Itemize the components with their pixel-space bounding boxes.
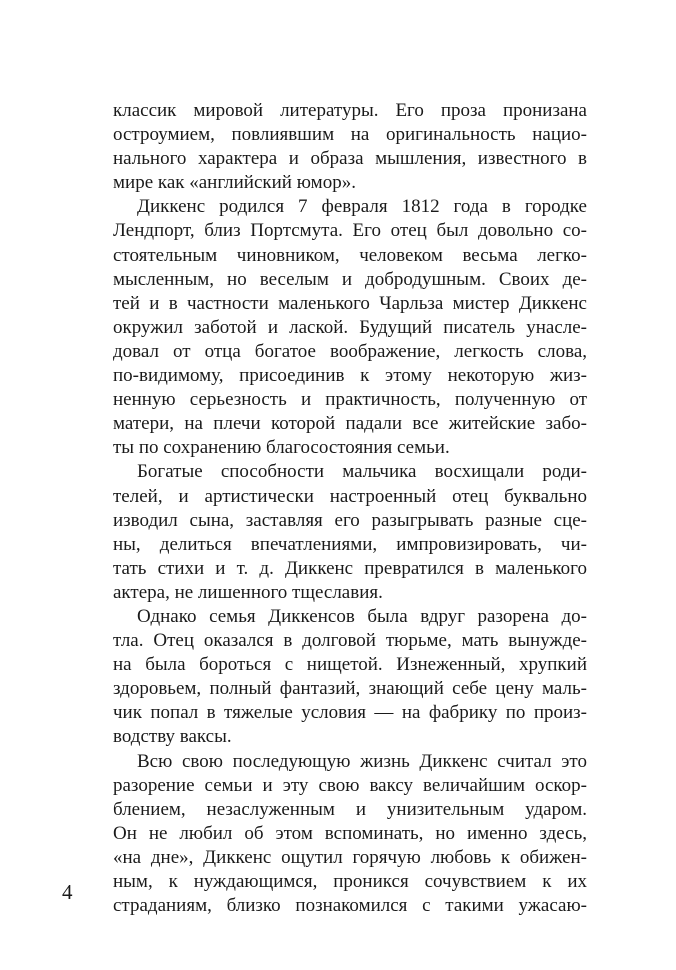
text-line: ны, делиться впечатлениями, импровизировать, чи- [113,533,587,555]
text-line: матери, на плечи которой падали все житейские забо- [113,413,587,435]
text-line: тей и в частности маленького Чарльза мистер Диккенс [113,292,587,314]
text-line: Диккенс родился 7 февраля 1812 года в городке [137,196,587,218]
body-text [113,99,587,918]
text-line: страданиям, близко познакомился с такими ужасаю- [113,895,587,917]
page-number: 4 [62,880,73,904]
text-line: блением, незаслуженным и унизительным ударом. [113,798,587,820]
text-line: тла. Отец оказался в долговой тюрьме, мать вынужде- [113,630,587,652]
text-line: на была бороться с нищетой. Изнеженный, хрупкий [113,654,587,676]
text-line: Однако семья Диккенсов была вдруг разорена до- [137,605,587,627]
text-line: чик попал в тяжелые условия — на фабрику по произ- [113,702,587,724]
text-line: Он не любил об этом вспоминать, но именно здесь, [113,822,587,844]
text-line: тать стихи и т. д. Диккенс превратился в маленького [113,557,587,579]
text-line: Богатые способности мальчика восхищали роди- [137,461,587,483]
text-line: стоятельным чиновником, человеком весьма легко- [113,244,587,266]
text-line: Всю свою последующую жизнь Диккенс считал это [137,750,587,772]
text-line: изводил сына, заставляя его разыгрывать разные сце- [113,509,587,531]
text-line: классик мировой литературы. Его проза пронизана [113,100,587,121]
text-line: разорение семьи и эту свою ваксу величайшим оскор- [113,774,587,796]
text-line: довал от отца богатое воображение, легкость слова, [113,340,587,362]
text-line: ты по сохранению благосостояния семьи. [113,437,450,459]
text-line: ным, к нуждающимся, проникся сочувствием к их [113,871,587,892]
text-line: телей, и артистически настроенный отец буквально [113,485,587,507]
text-line: окружил заботой и лаской. Будущий писатель унасле- [113,316,587,338]
text-line: мысленным, но веселым и добродушным. Своих де- [113,268,587,290]
text-line: «на дне», Диккенс ощутил горячую любовь к обижен- [113,846,587,868]
text-line: Лендпорт, близ Портсмута. Его отец был довольно со- [113,220,587,242]
text-line: ненную серьезность и практичность, полученную от [113,389,587,411]
text-line: по-видимому, присоединив к этому некоторую жиз- [113,365,587,387]
text-line: актера, не лишенного тщеславия. [113,581,383,603]
text-line: здоровьем, полный фантазий, знающий себе цену маль- [113,678,587,700]
text-line: нального характера и образа мышления, известного в [113,148,587,170]
text-line: мире как «английский юмор». [113,172,356,194]
text-line: остроумием, повлиявшим на оригинальность нацио- [113,124,587,146]
text-line: водству ваксы. [113,726,232,748]
